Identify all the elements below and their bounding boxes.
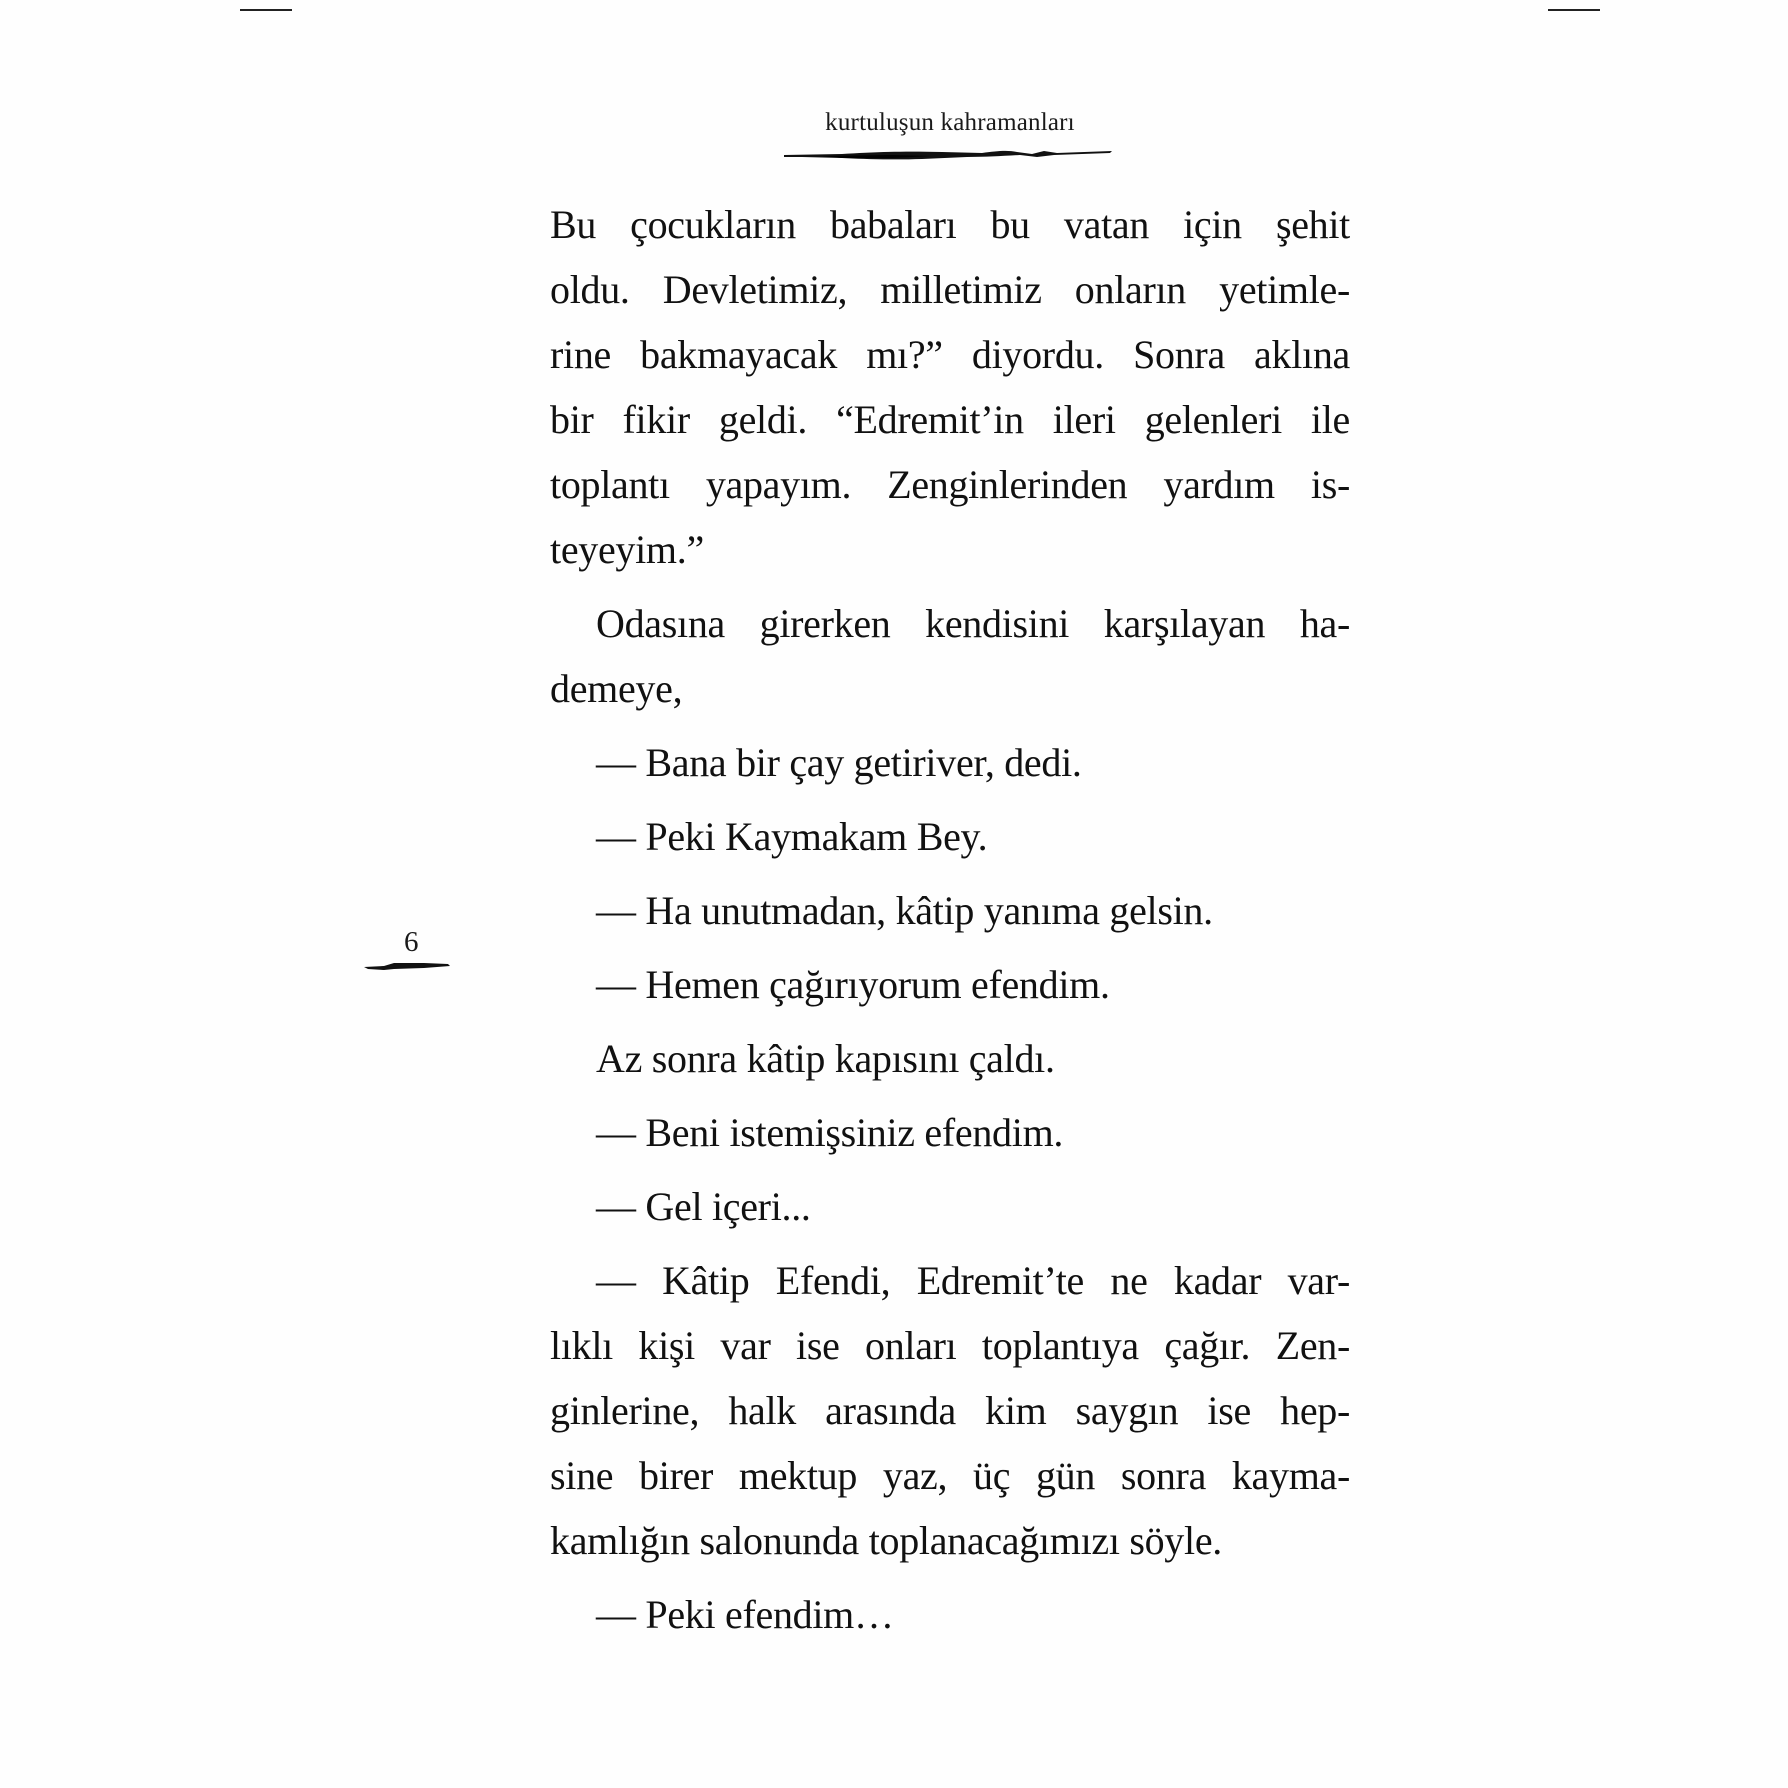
text-line: ginlerine, halk arasında kim saygın ise hep- <box>550 1388 1350 1433</box>
text-line: teyeyim.” <box>550 527 704 572</box>
text-line: toplantı yapayım. Zenginlerinden yardım is- <box>550 462 1350 507</box>
text-line: Odasına girerken kendisini karşılayan ha- <box>596 601 1350 646</box>
page-number-block <box>364 926 454 976</box>
text-line: rine bakmayacak mı?” diyordu. Sonra aklına <box>550 332 1350 377</box>
crop-mark-left <box>240 9 292 11</box>
text-line: sine birer mektup yaz, üç gün sonra kayma- <box>550 1453 1350 1498</box>
dialogue-line: — Ha unutmadan, kâtip yanıma gelsin. <box>596 888 1213 933</box>
dialogue-line: — Beni istemişsiniz efendim. <box>596 1110 1064 1155</box>
text-line: Bu çocukların babaları bu vatan için şehit <box>550 202 1350 247</box>
text-line: bir fikir geldi. “Edremit’in ileri gelenleri ile <box>550 397 1350 442</box>
brush-stroke-ornament <box>782 146 1112 162</box>
running-title: kurtuluşun kahramanları <box>825 109 1075 136</box>
page-number: 6 <box>404 926 419 958</box>
dialogue-line: — Gel içeri... <box>596 1184 811 1229</box>
text-line: Az sonra kâtip kapısını çaldı. <box>596 1036 1055 1081</box>
text-line: demeye, <box>550 666 683 711</box>
text-line: lıklı kişi var ise onları toplantıya çağır. Zen- <box>550 1323 1350 1368</box>
text-line: oldu. Devletimiz, milletimiz onların yetimle- <box>550 267 1350 312</box>
dialogue-line: — Hemen çağırıyorum efendim. <box>596 962 1110 1007</box>
text-line: kamlığın salonunda toplanacağımızı söyle. <box>550 1518 1222 1563</box>
dialogue-line: — Peki efendim… <box>596 1592 894 1637</box>
dialogue-line: — Peki Kaymakam Bey. <box>596 814 988 859</box>
running-head <box>760 108 1140 138</box>
dialogue-line: — Kâtip Efendi, Edremit’te ne kadar var- <box>596 1258 1350 1303</box>
page-number-brush-ornament <box>364 960 450 972</box>
crop-mark-right <box>1548 9 1600 11</box>
dialogue-line: — Bana bir çay getiriver, dedi. <box>596 740 1082 785</box>
